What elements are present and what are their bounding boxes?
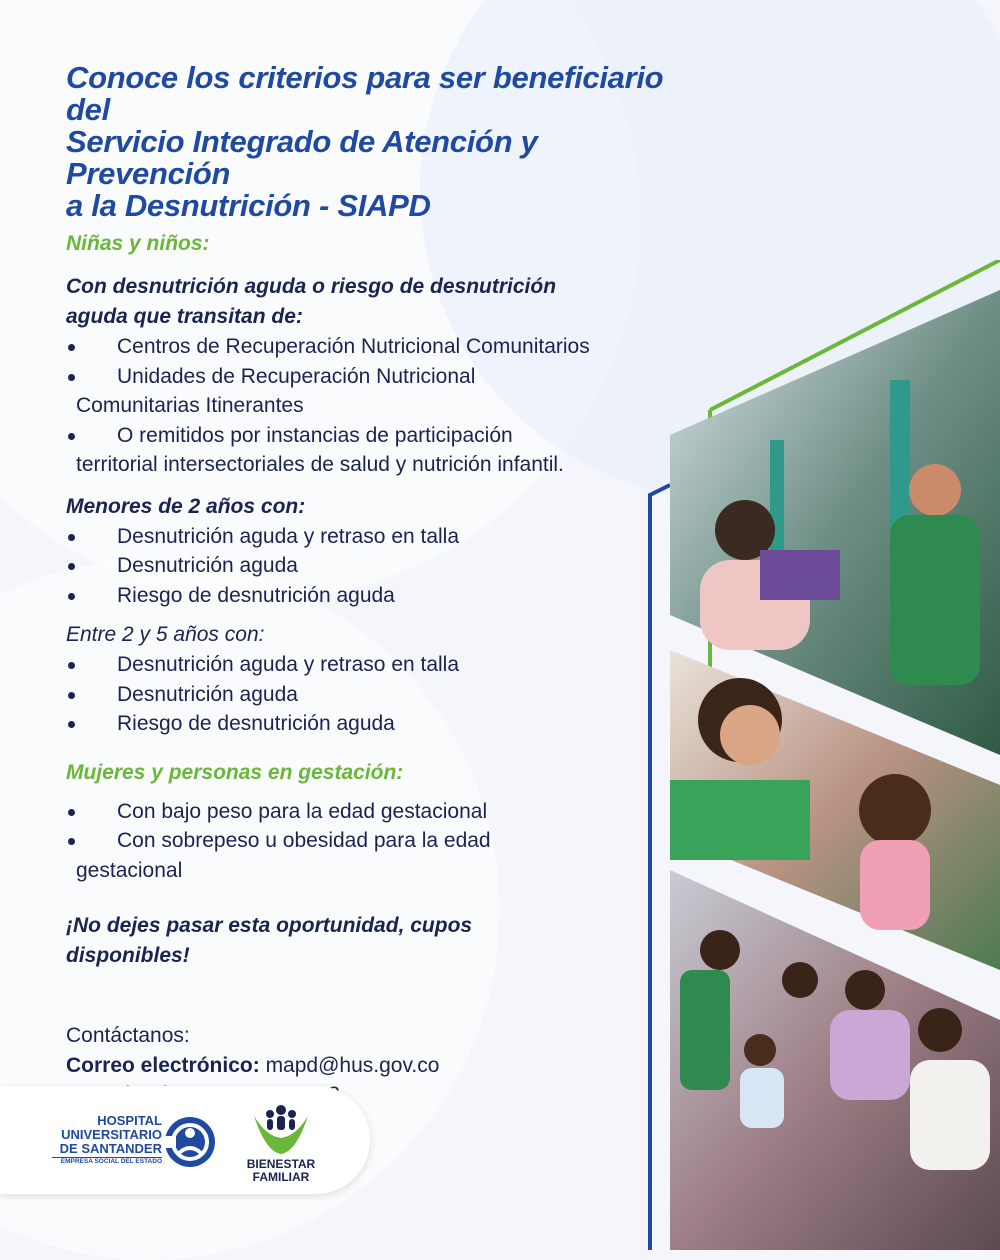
acute-malnutrition-heading: Con desnutrición aguda o riesgo de desnutrición aguda que transitan de: bbox=[66, 275, 557, 328]
women-heading: Mujeres y personas en gestación: bbox=[66, 760, 404, 784]
list-item: Desnutrición aguda bbox=[66, 551, 686, 581]
bienestar-familiar-logo-icon bbox=[246, 1102, 316, 1158]
hus-logo-text: HOSPITAL UNIVERSITARIO DE SANTANDER EMPRESA SOCIAL DEL ESTADO bbox=[52, 1114, 162, 1166]
list-item: Con sobrepeso u obesidad para la edad gestacional bbox=[66, 826, 686, 885]
photo-collage-graphic bbox=[640, 260, 1000, 1250]
age-2-5-list bbox=[66, 650, 686, 739]
list-item: Unidades de Recuperación Nutricional Comunitarias Itinerantes bbox=[66, 362, 686, 421]
page-title bbox=[66, 62, 686, 222]
list-item: Desnutrición aguda y retraso en talla bbox=[66, 522, 686, 552]
bienestar-familiar-text: BIENESTAR FAMILIAR bbox=[246, 1157, 316, 1184]
women-list bbox=[66, 797, 686, 886]
logo-bar bbox=[0, 1086, 370, 1194]
under-2-heading: Menores de 2 años con: bbox=[66, 494, 306, 518]
children-heading: Niñas y niños: bbox=[66, 232, 210, 255]
list-item: Centros de Recuperación Nutricional Comunitarios bbox=[66, 332, 686, 362]
title-line: Servicio Integrado de Atención y Prevención bbox=[66, 124, 538, 191]
contact-email: Correo electrónico: mapd@hus.gov.co bbox=[66, 1053, 440, 1077]
list-item: Riesgo de desnutrición aguda bbox=[66, 581, 686, 611]
age-2-5-heading: Entre 2 y 5 años con: bbox=[66, 623, 265, 646]
list-item: Desnutrición aguda y retraso en talla bbox=[66, 650, 686, 680]
title-line: a la Desnutrición - SIAPD bbox=[66, 188, 431, 223]
under-2-list bbox=[66, 522, 686, 611]
email-link[interactable]: mapd@hus.gov.co bbox=[265, 1053, 440, 1077]
hus-logo-icon bbox=[164, 1116, 216, 1168]
list-item: Desnutrición aguda bbox=[66, 680, 686, 710]
title-line: Conoce los criterios para ser beneficiario del bbox=[66, 60, 664, 127]
photo-collage bbox=[640, 260, 1000, 1250]
main-content bbox=[66, 62, 686, 1110]
call-to-action: ¡No dejes pasar esta oportunidad, cupos disponibles! bbox=[66, 914, 473, 967]
list-item: Riesgo de desnutrición aguda bbox=[66, 709, 686, 739]
transit-centers-list bbox=[66, 332, 686, 480]
list-item: O remitidos por instancias de participación territorial intersectoriales de salud y nutrición infantil. bbox=[66, 421, 686, 480]
list-item: Con bajo peso para la edad gestacional bbox=[66, 797, 686, 827]
contact-intro: Contáctanos: bbox=[66, 1024, 190, 1047]
